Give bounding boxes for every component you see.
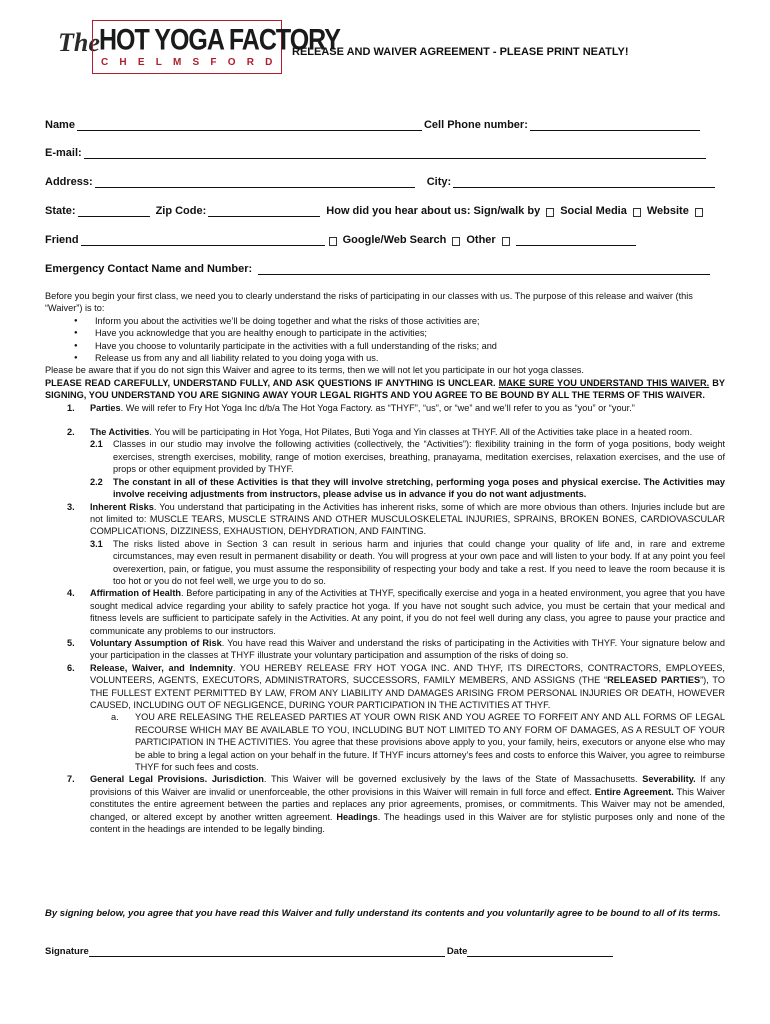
address-label: Address:: [45, 176, 93, 188]
section-heading: Parties: [90, 402, 121, 413]
date-label: Date: [446, 946, 468, 957]
email-label: E-mail:: [45, 147, 82, 159]
section-5: [45, 637, 725, 662]
section-text: YOU ARE RELEASING THE RELEASED PARTIES AT YOUR OWN RISK AND YOU AGREE TO FORFEIT ANY AND ALL FORMS OF LEGAL RECOURSE WHICH MAY BE AVAILABLE TO YOU, INCLUDING BUT NOT LIMITED TO ANY FORM OF DAMAGES, AS A RESULT OF YOUR PARTICIPATION IN THE ACTIVITIES. You agree that these provisions above apply to you, your family, heirs, executors or anyone else who may be able to bring a legal action on your behalf in the future. If THYF incurs attorney’s fees and costs to enforce this Waiver, you agree to reimburse THYF for such fees and costs.: [135, 712, 725, 773]
form-row-state: [45, 201, 725, 217]
section-number: 3.: [67, 501, 75, 512]
closing-statement: By signing below, you agree that you have read this Waiver and fully understand its contents and you voluntarily agree to be bound to all of its terms.: [45, 908, 721, 919]
section-heading: Headings: [336, 811, 378, 822]
page-title: RELEASE AND WAIVER AGREEMENT - PLEASE PRINT NEATLY!: [292, 46, 629, 58]
emergency-field[interactable]: [258, 263, 710, 275]
form-row-name: [45, 115, 725, 131]
section-text: The risks listed above in Section 3 can result in serious harm and injuries that could change your quality of life and, in rare and extreme circumstances, may even result in permanent disability or death. You will progress at your own pace and will listen to your body. If at any point you feel overexertion, pain, or fatigue, you must assume the responsibility of respecting your body and take a rest. If you need to leave the room because it is too hot or you do not feel well, we urge you to do so.: [113, 538, 725, 586]
intro-text: Before you begin your first class, we need you to clearly understand the risks of participating in our classes with us. The purpose of this release and waiver (this “Waiver”) is to:: [45, 291, 693, 314]
section-text: Classes in our studio may involve the following activities (collectively, the “Activities”): flexibility training in the form of yoga positions, body weight exercises, strength exercises, mobility, range of motion exercises, breathing, pranayama, meditation exercises, relaxation exercises, and the use of props or other equipment provided by THYF.: [113, 439, 725, 475]
section-number: 2.1: [90, 439, 103, 450]
city-field[interactable]: [453, 176, 715, 188]
bullet-item: ● Inform you about the activities we’ll be doing together and what the risks of those activities are;: [45, 315, 725, 327]
google-checkbox[interactable]: [452, 237, 460, 246]
section-number: 3.1: [90, 538, 103, 549]
section-2-2: [45, 476, 725, 501]
bullet-item: ● Release us from any and all liability related to you doing yoga with us.: [45, 352, 725, 364]
bullet-item: ● Have you choose to voluntarily participate in the activities with a full understanding of the risks; and: [45, 340, 725, 352]
emergency-label: Emergency Contact Name and Number:: [45, 263, 253, 275]
section-text: . YOU HEREBY RELEASE FRY HOT YOGA INC. AND THYF, ITS DIRECTORS, CONTRACTORS, EMPLOYEES, VOLUNTEERS, AGENTS, EXECUTORS, ADMINISTRATORS, SUCCESSORS, FAMILY MEMBERS, AND ASSIGNS (THE “: [90, 662, 725, 686]
state-label: State:: [45, 205, 76, 217]
section-text: . You have read this Waiver and understand the risks of participating in the Activities with THYF. Your signature below and your participation in the classes at THYF illustrate your voluntary participation and assumption of the risks of doing so.: [90, 637, 725, 661]
section-text: ”), TO THE FULLEST EXTENT PERMITTED BY LAW, FROM ANY LIABILITY AND DAMAGES ARISING FROM PERSONAL INJURIES OR DEATH, HOWEVER CAUSED, INCLUDING OUT OF NEGLIGENCE, DURING YOUR PARTICIPATION IN THE ACTIVITIES AT THYF.: [90, 675, 725, 710]
section-7: [45, 773, 725, 835]
section-heading: Severability.: [642, 774, 696, 785]
cell-field[interactable]: [530, 119, 700, 131]
section-number: a.: [111, 712, 119, 723]
social-label: Social Media: [560, 205, 627, 217]
logo-main: HOT YOGA FACTORY: [99, 23, 340, 57]
section-heading: Release, Waiver, and Indemnity: [90, 662, 233, 673]
section-heading: Voluntary Assumption of Risk: [90, 637, 222, 648]
logo-the: The: [58, 28, 100, 57]
section-text: This Waiver constitutes the entire agreement between the parties and replaces any prior agreements, promises, or commitments. This Waiver may not be amended, changed, or altered except by another written agreement.: [90, 786, 725, 822]
name-label: Name: [45, 119, 75, 131]
website-checkbox[interactable]: [695, 208, 703, 217]
zip-field[interactable]: [208, 205, 320, 217]
website-label: Website: [646, 205, 689, 217]
aware-text: Please be aware that if you do not sign this Waiver and agree to its terms, then we will not let you participate in our hot yoga classes.: [45, 365, 584, 376]
signature-label: Signature: [45, 946, 89, 957]
logo: [58, 20, 340, 74]
section-3: [45, 501, 725, 538]
section-6: [45, 662, 725, 712]
date-field[interactable]: [467, 945, 613, 957]
address-field[interactable]: [95, 176, 415, 188]
section-2: [45, 426, 725, 438]
friend-checkbox[interactable]: [329, 237, 337, 246]
form-row-friend: [45, 230, 725, 246]
section-number: 5.: [67, 637, 75, 648]
section-number: 2.2: [90, 476, 103, 487]
section-number: 2.: [67, 427, 75, 438]
form-row-email: [45, 143, 725, 159]
other-checkbox[interactable]: [502, 237, 510, 246]
name-field[interactable]: [77, 119, 422, 131]
zip-label: Zip Code:: [155, 205, 207, 217]
logo-box: [92, 20, 340, 74]
signature-row: [45, 945, 615, 957]
bullet-item: ● Have you acknowledge that you are healthy enough to participate in the activities;: [45, 327, 725, 339]
friend-field[interactable]: [81, 234, 325, 246]
logo-sub: CHELMSFORD: [101, 57, 284, 68]
section-text: The constant in all of these Activities is that they will involve stretching, performing yoga poses and physical exercise. The Activities may involve receiving adjustments from instructors, please advise us in advance if you do not want adjustments.: [113, 476, 725, 500]
warning-text: [45, 377, 725, 402]
waiver-body: [45, 290, 725, 835]
section-number: 4.: [67, 588, 75, 599]
section-text: . You will be participating in Hot Yoga, Hot Pilates, Buti Yoga and Yin classes at THYF. All of the Activities take place in a heated room.: [149, 427, 693, 438]
section-heading: Entire Agreement.: [594, 786, 674, 797]
other-label: Other: [466, 234, 496, 246]
section-number: 7.: [67, 774, 75, 785]
section-text: . You understand that participating in the Activities has inherent risks, some of which are more obvious than others. Injuries include but are not limited to: MUSCLE TEARS, MUSCLE STRAINS AND OTHER MUSCULOSKELETAL INJURIES, SPRAINS, BROKEN BONES, CARDIOVASCULAR COMPLICATIONS, DIZZINESS, EXHAUSTION, DEHYDRATION, AND FAINTING.: [90, 501, 725, 537]
cell-label: Cell Phone number:: [423, 119, 528, 131]
section-4: [45, 587, 725, 637]
section-text: If any provisions of this Waiver are invalid or unenforceable, the other provisions in this Waiver will remain in full force and effect.: [90, 774, 725, 797]
signature-field[interactable]: [89, 945, 445, 957]
hear-label: How did you hear about us: Sign/walk by: [326, 205, 541, 217]
city-label: City:: [426, 176, 452, 188]
google-label: Google/Web Search: [342, 234, 447, 246]
section-text: . The headings used in this Waiver are for stylistic purposes only and none of the content in the headings are intended to be legally binding.: [90, 811, 725, 835]
section-text: . This Waiver will be governed exclusively by the laws of the State of Massachusetts.: [263, 774, 643, 785]
section-text: . Before participating in any of the Activities at THYF, specifically exercise and yoga in a heated environment, you agree that you have sought medical advice regarding your ability to safely practice hot yoga. If you have not sought such advice, you must be certain that your medical and fitness levels are sufficient to participate safely in the Activities. At any point, if you do not feel well during any class, you agree to pause your practice and communicate any problems to our instructors.: [90, 588, 725, 636]
section-number: 6.: [67, 662, 75, 673]
social-checkbox[interactable]: [633, 208, 641, 217]
section-heading: The Activities: [90, 427, 150, 438]
signwalk-checkbox[interactable]: [546, 208, 554, 217]
section-3-1: [45, 538, 725, 588]
warning-part-c: BY SIGNING, YOU UNDERSTAND YOU ARE SIGNING AWAY YOUR LEGAL RIGHTS AND YOU AGREE TO BE BOUND BY ALL THE TERMS OF THIS WAIVER.: [45, 377, 726, 401]
section-2-1: [45, 438, 725, 475]
warning-part-a: PLEASE READ CAREFULLY, UNDERSTAND FULLY, AND ASK QUESTIONS IF ANYTHING IS UNCLEAR.: [45, 377, 499, 388]
section-6-a: [45, 711, 725, 773]
email-field[interactable]: [84, 147, 706, 159]
released-parties-term: RELEASED PARTIES: [607, 675, 701, 686]
form-row-emergency: [45, 259, 725, 275]
section-text: . We will refer to Fry Hot Yoga Inc d/b/a The Hot Yoga Factory. as “THYF”, “us”, or “we” and we’ll refer to you as “you” or “your.”: [120, 402, 635, 413]
section-number: 1.: [67, 402, 75, 413]
section-heading: Inherent Risks: [90, 501, 154, 512]
friend-label: Friend: [45, 234, 79, 246]
section-1: [45, 402, 725, 414]
state-field[interactable]: [78, 205, 150, 217]
other-field[interactable]: [516, 234, 636, 246]
section-heading: General Legal Provisions. Jurisdiction: [90, 774, 264, 785]
section-heading: Affirmation of Health: [90, 588, 182, 599]
warning-part-b: MAKE SURE YOU UNDERSTAND THIS WAIVER.: [498, 377, 710, 388]
form-row-address: [45, 172, 725, 188]
